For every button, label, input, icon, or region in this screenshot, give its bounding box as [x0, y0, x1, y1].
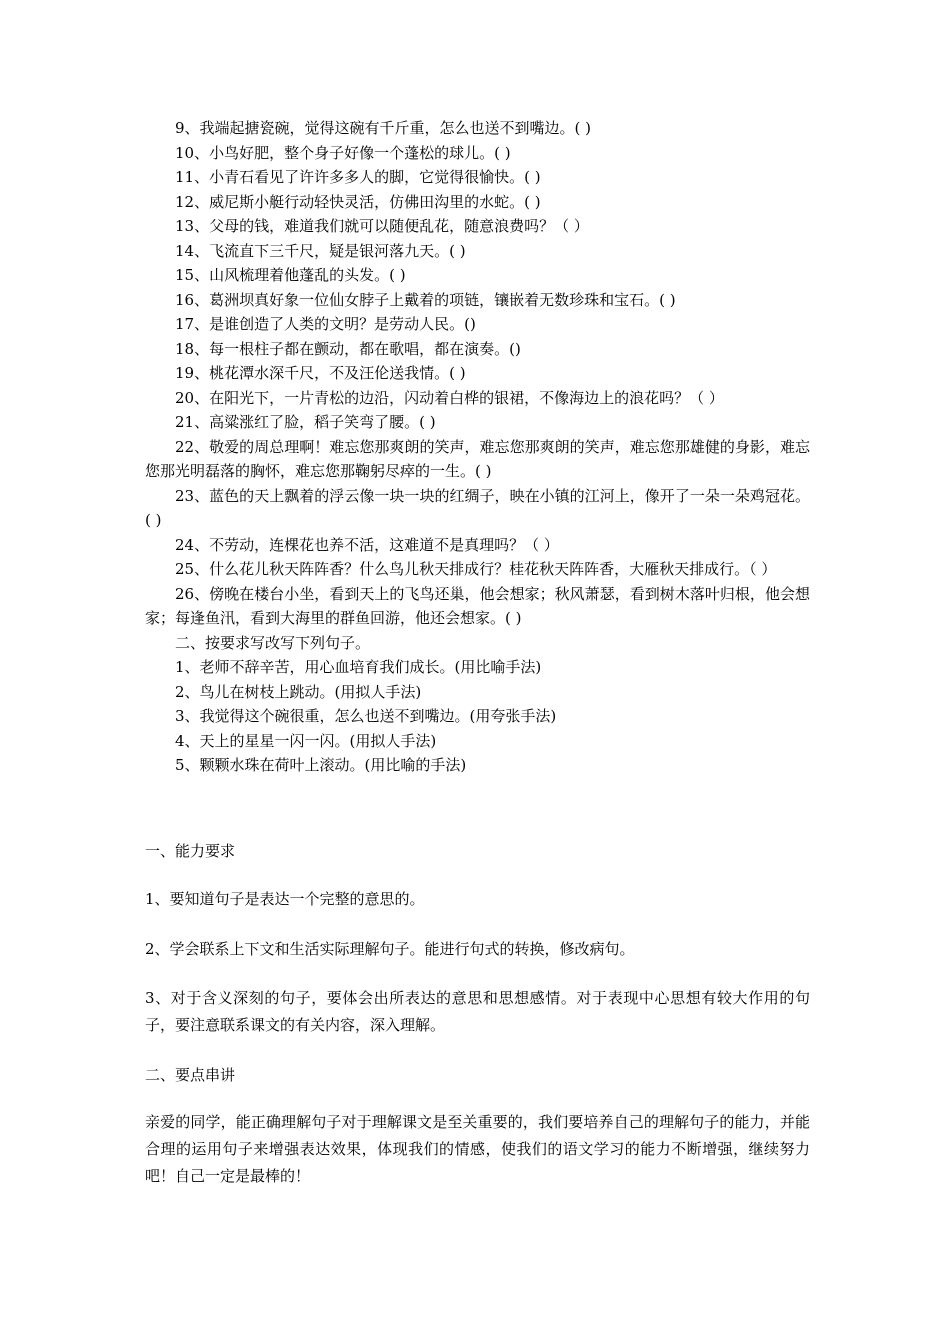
exercise-item: 26、傍晚在楼台小坐，看到天上的飞鸟还巢，他会想家；秋风萧瑟，看到树木落叶归根，他会想家；每逢鱼汛，看到大海里的群鱼回游，他还会想家。( ): [145, 584, 810, 627]
exercise-item: 16、葛洲坝真好象一位仙女脖子上戴着的项链，镶嵌着无数珍珠和宝石。( ): [175, 290, 676, 309]
keypoints-heading: 二、要点串讲: [145, 1066, 236, 1084]
rewrite-item: 5、颗颗水珠在荷叶上滚动。(用比喻的手法): [175, 756, 467, 774]
rewrite-item: 3、我觉得这个碗很重，怎么也送不到嘴边。(用夸张手法): [175, 707, 557, 725]
rewrite-item: 4、天上的星星一闪一闪。(用拟人手法): [175, 731, 437, 750]
exercise-item: 17、是谁创造了人类的文明？是劳动人民。(): [175, 315, 476, 333]
ability-point-1: 1、要知道句子是表达一个完整的意思的。: [145, 890, 425, 908]
exercise-item: 21、高粱涨红了脸，稻子笑弯了腰。( ): [175, 413, 436, 431]
rewrite-item: 2、鸟儿在树枝上跳动。(用拟人手法): [175, 682, 422, 701]
exercise-item: 11、小青石看见了许许多多人的脚，它觉得很愉快。( ): [175, 168, 541, 186]
exercise-item: 19、桃花潭水深千尺，不及汪伦送我情。( ): [175, 364, 466, 382]
rewrite-item: 1、老师不辞辛苦，用心血培育我们成长。(用比喻手法): [175, 658, 542, 676]
exercise-item: 24、不劳动，连棵花也养不活，这难道不是真理吗？（ ）: [175, 535, 559, 554]
exercise-item: 13、父母的钱，难道我们就可以随便乱花，随意浪费吗？（ ）: [175, 217, 589, 235]
rewrite-heading: 二、按要求写改写下列句子。: [175, 633, 371, 652]
keypoints-paragraph: 亲爱的同学，能正确理解句子对于理解课文是至关重要的，我们要培养自己的理解句子的能力，并能合理的运用句子来增强表达效果，体现我们的情感，使我们的语文学习的能力不断增强，继续努力吧！自己一定是最棒的！: [145, 1113, 810, 1185]
exercise-list: [145, 116, 810, 778]
exercise-item: 12、威尼斯小艇行动轻快灵活，仿佛田沟里的水蛇。( ): [175, 192, 541, 211]
exercise-item: 18、每一根柱子都在颤动，都在歌唱，都在演奏。(): [175, 339, 521, 358]
exercise-item: 25、什么花儿秋天阵阵香？什么鸟儿秋天排成行？桂花秋天阵阵香，大雁秋天排成行。（ ）: [175, 560, 777, 578]
exercise-item: 22、敬爱的周总理啊！难忘您那爽朗的笑声，难忘您那爽朗的笑声，难忘您那雄健的身影，难忘您那光明磊落的胸怀，难忘您那鞠躬尽瘁的一生。( ): [145, 437, 810, 480]
ability-heading: 一、能力要求: [145, 842, 236, 860]
exercise-item: 23、蓝色的天上飘着的浮云像一块一块的红绸子，映在小镇的江河上，像开了一朵一朵鸡冠花。( ): [145, 486, 810, 529]
exercise-item: 15、山风梳理着他蓬乱的头发。( ): [175, 266, 406, 284]
exercise-item: 10、小鸟好肥，整个身子好像一个蓬松的球儿。( ): [175, 143, 511, 162]
ability-point-2: 2、学会联系上下文和生活实际理解句子。能进行句式的转换，修改病句。: [145, 940, 635, 958]
exercise-item: 9、我端起搪瓷碗，觉得这碗有千斤重，怎么也送不到嘴边。( ): [175, 119, 592, 137]
exercise-item: 20、在阳光下，一片青松的边沿，闪动着白桦的银裙，不像海边上的浪花吗？（ ）: [175, 388, 724, 407]
exercise-item: 14、飞流直下三千尺，疑是银河落九天。( ): [175, 241, 466, 260]
ability-point-3: 3、对于含义深刻的句子，要体会出所表达的意思和思想感情。对于表现中心思想有较大作用的句子，要注意联系课文的有关内容，深入理解。: [145, 989, 810, 1034]
